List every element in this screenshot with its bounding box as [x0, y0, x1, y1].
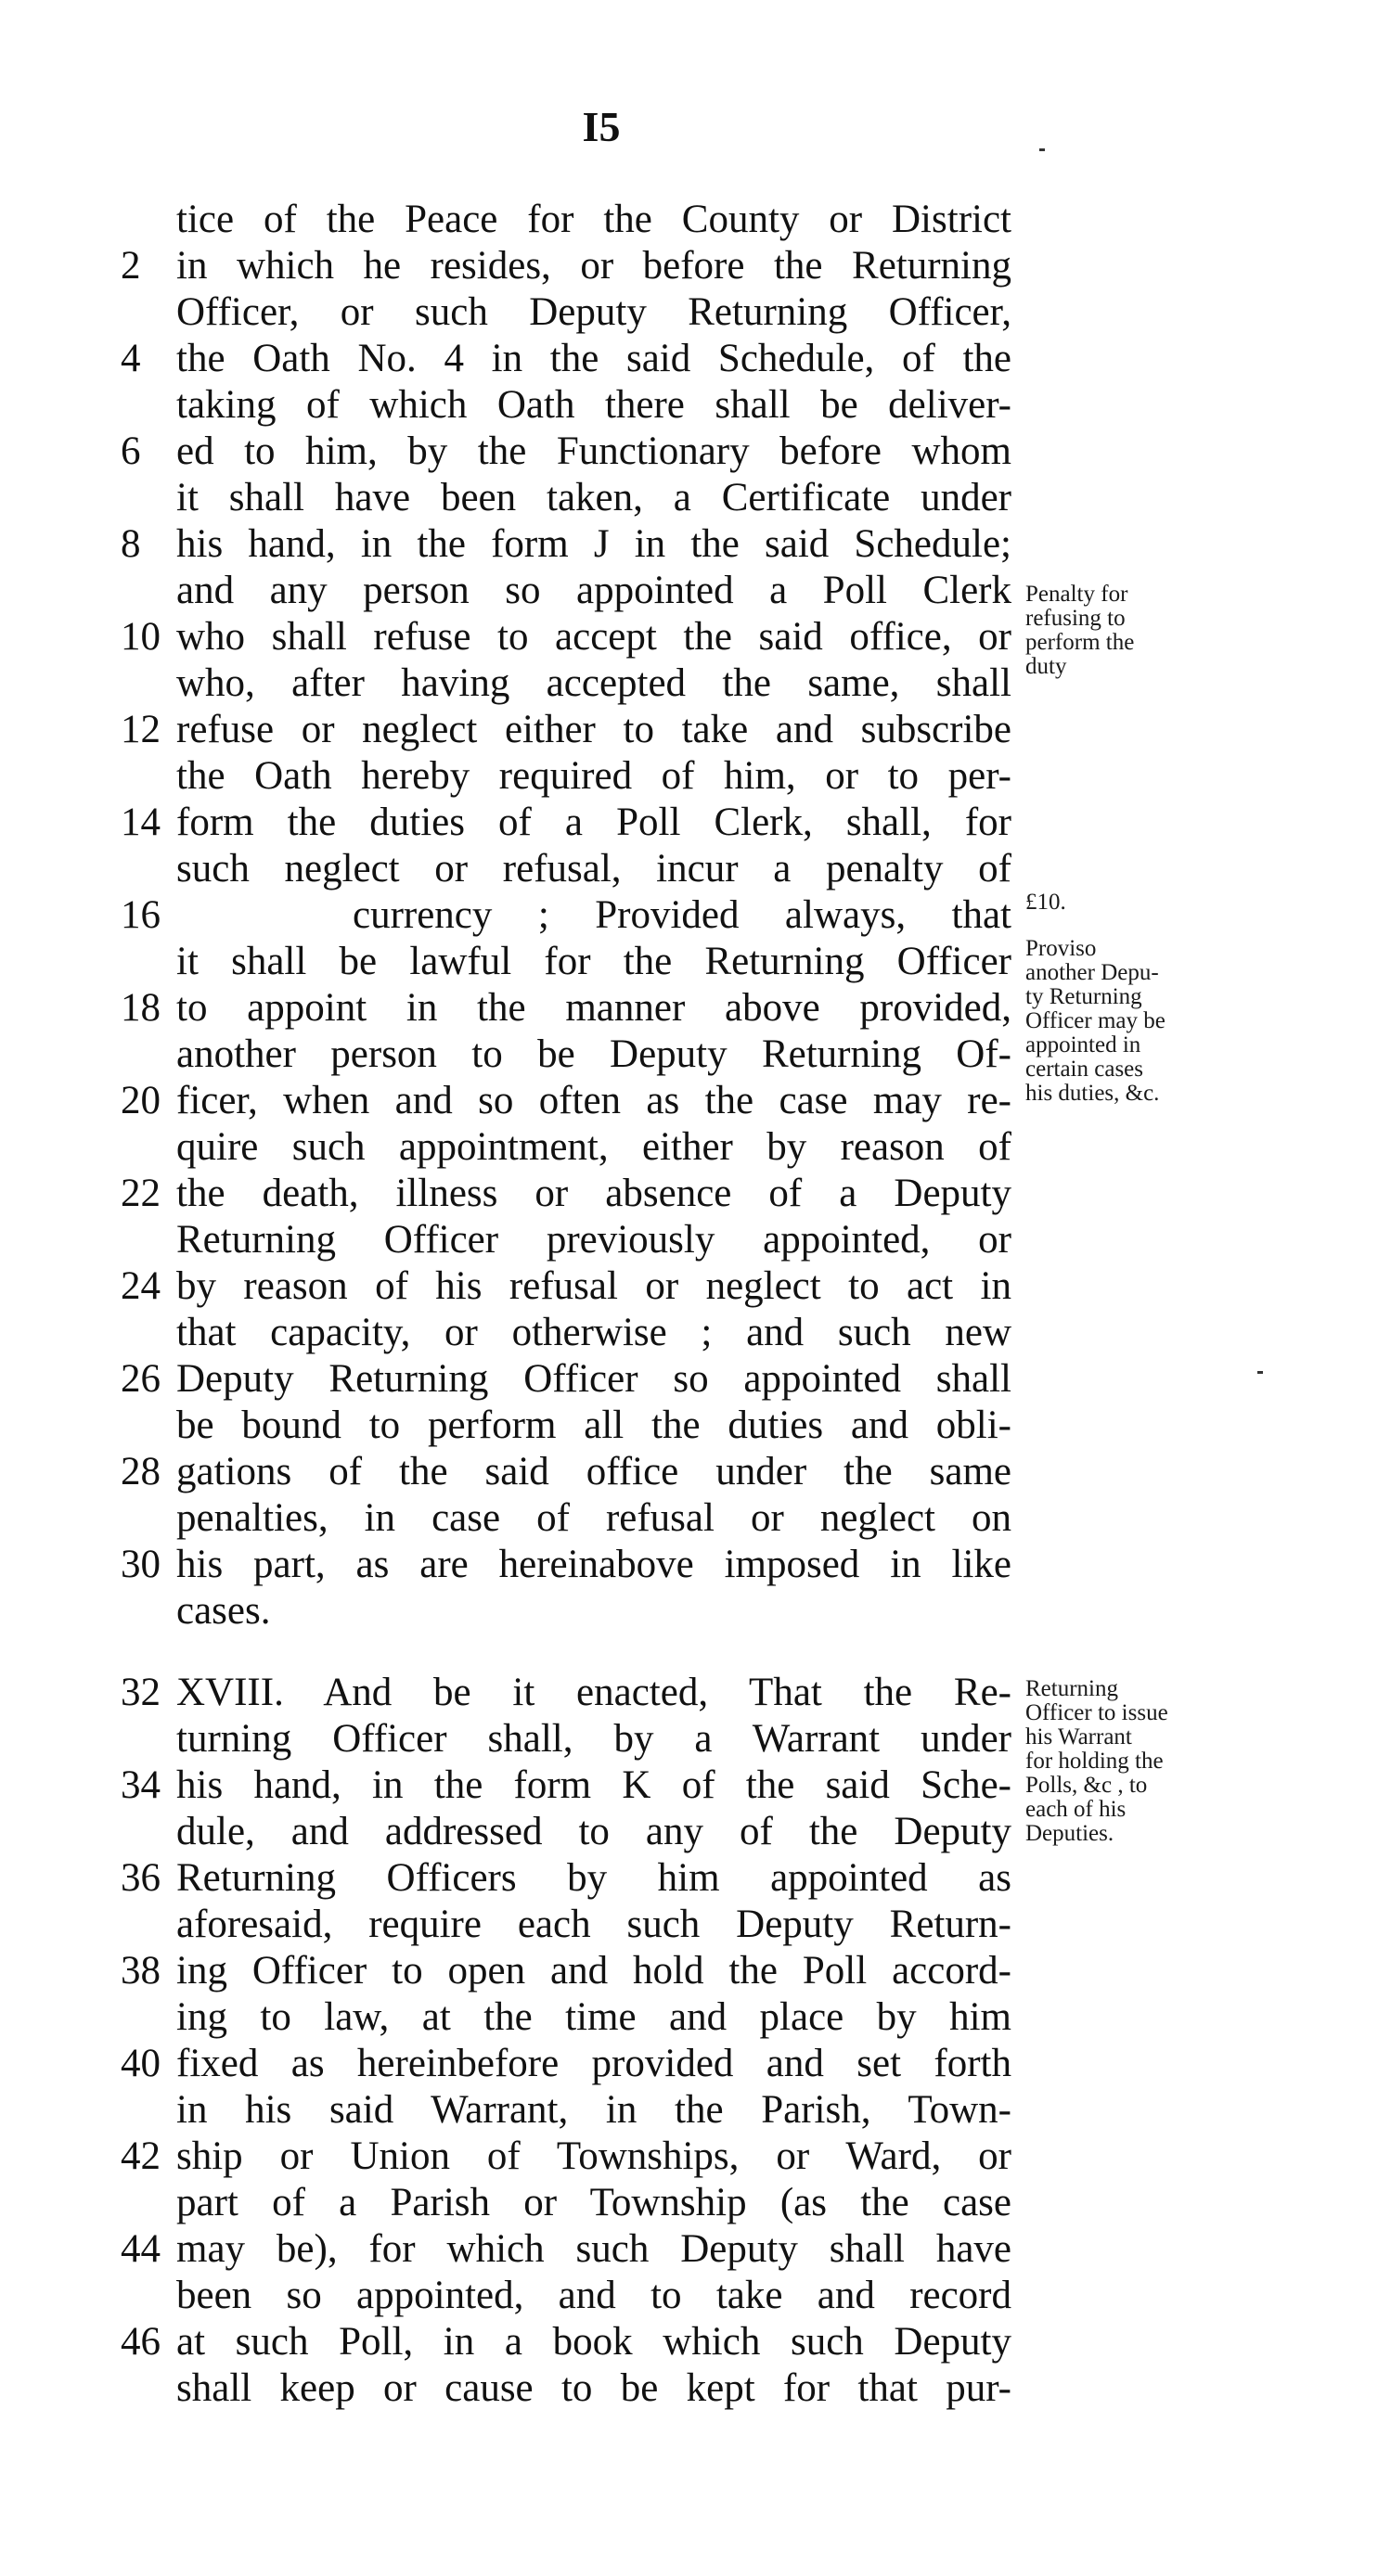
text-line	[121, 1994, 1011, 2041]
line-number: 44	[121, 2227, 161, 2271]
text-line	[121, 1542, 1011, 1588]
line-text: ing to law, at the time and place by him	[176, 1995, 1011, 2039]
line-number: 40	[121, 2042, 161, 2085]
line-text: ship or Union of Townships, or Ward, or	[176, 2134, 1011, 2178]
line-number: 4	[121, 337, 141, 380]
line-text: cases.	[176, 1589, 271, 1633]
line-text: who, after having accepted the same, shall	[176, 661, 1011, 705]
line-text: who shall refuse to accept the said office, or	[176, 615, 1011, 659]
stray-mark	[1039, 148, 1045, 151]
line-number: 20	[121, 1079, 161, 1122]
margin-note-penalty	[1025, 583, 1257, 679]
line-text: it shall be lawful for the Returning Officer	[176, 940, 1011, 983]
line-text: taking of which Oath there shall be deliver-	[176, 383, 1011, 427]
margin-note-line: Returning	[1025, 1676, 1118, 1701]
line-text: aforesaid, require each such Deputy Return-	[176, 1903, 1011, 1946]
text-line	[121, 1217, 1011, 1263]
line-number: 2	[121, 244, 141, 288]
text-line	[121, 1356, 1011, 1403]
text-line	[121, 1762, 1011, 1809]
text-line	[121, 429, 1011, 475]
text-line	[121, 1902, 1011, 1948]
line-text: tice of the Peace for the County or District	[176, 198, 1011, 241]
text-line	[121, 1948, 1011, 1994]
line-number: 6	[121, 429, 141, 473]
line-text: such neglect or refusal, incur a penalty of	[176, 847, 1011, 891]
line-text: ing Officer to open and hold the Poll accord-	[176, 1949, 1011, 1993]
text-line	[121, 2365, 1011, 2412]
line-text: penalties, in case of refusal or neglect on	[176, 1496, 1011, 1540]
text-line	[121, 2041, 1011, 2087]
text-line	[121, 336, 1011, 382]
line-number: 42	[121, 2134, 161, 2178]
line-text: shall keep or cause to be kept for that pur-	[176, 2366, 1011, 2410]
text-line	[121, 1171, 1011, 1217]
text-line	[121, 1403, 1011, 1449]
margin-note-proviso	[1025, 937, 1257, 1106]
line-number: 24	[121, 1264, 161, 1308]
text-line	[121, 660, 1011, 707]
line-text: XVIII. And be it enacted, That the Re-	[176, 1671, 1011, 1714]
text-line	[121, 1124, 1011, 1171]
text-line	[121, 243, 1011, 289]
stray-mark	[1257, 1371, 1263, 1374]
line-text: been so appointed, and to take and record	[176, 2274, 1011, 2317]
text-line	[121, 1588, 1011, 1634]
line-number: 12	[121, 708, 161, 751]
text-line	[121, 1716, 1011, 1762]
line-text: form the duties of a Poll Clerk, shall, for	[176, 801, 1011, 844]
text-line	[121, 800, 1011, 846]
text-line	[121, 1032, 1011, 1078]
line-text: that capacity, or otherwise ; and such new	[176, 1311, 1011, 1354]
margin-note-line: Penalty for	[1025, 582, 1128, 607]
margin-note-line: appointed in	[1025, 1032, 1141, 1057]
line-text: may be), for which such Deputy shall have	[176, 2227, 1011, 2271]
text-line	[121, 846, 1011, 892]
margin-note-line: ty Returning	[1025, 984, 1142, 1009]
line-number: 18	[121, 986, 161, 1030]
line-number: 34	[121, 1763, 161, 1807]
text-line	[121, 2319, 1011, 2365]
margin-note-line: Officer to issue	[1025, 1700, 1168, 1725]
line-number: 28	[121, 1450, 161, 1493]
line-text: Deputy Returning Officer so appointed shall	[176, 1357, 1011, 1401]
line-text: Returning Officer previously appointed, or	[176, 1218, 1011, 1262]
line-text: refuse or neglect either to take and subscribe	[176, 708, 1011, 751]
line-text: at such Poll, in a book which such Deputy	[176, 2320, 1011, 2364]
text-line	[121, 568, 1011, 614]
line-text: it shall have been taken, a Certificate under	[176, 476, 1011, 519]
margin-note-line: Proviso	[1025, 936, 1097, 961]
line-text: part of a Parish or Township (as the case	[176, 2181, 1011, 2224]
line-text: by reason of his refusal or neglect to act in	[176, 1264, 1011, 1308]
margin-note-warrant	[1025, 1677, 1257, 1846]
text-line	[121, 289, 1011, 336]
line-text: turning Officer shall, by a Warrant under	[176, 1717, 1011, 1761]
line-text: the Oath hereby required of him, or to per-	[176, 754, 1011, 798]
line-text: fixed as hereinbefore provided and set forth	[176, 2042, 1011, 2085]
margin-note-line: Officer may be	[1025, 1008, 1166, 1033]
margin-note-line: certain cases	[1025, 1057, 1144, 1082]
line-text: quire such appointment, either by reason of	[176, 1125, 1011, 1169]
line-number: 38	[121, 1949, 161, 1993]
margin-note-line: each of his	[1025, 1797, 1127, 1822]
text-line	[121, 1670, 1011, 1716]
line-text: in which he resides, or before the Returning	[176, 244, 1011, 288]
margin-note-line: duty	[1025, 654, 1067, 679]
line-number: 46	[121, 2320, 161, 2364]
line-number: 22	[121, 1172, 161, 1215]
text-line	[121, 985, 1011, 1032]
text-line	[121, 2273, 1011, 2319]
line-text: his hand, in the form K of the said Sche-	[176, 1763, 1011, 1807]
margin-note-line: another Depu-	[1025, 960, 1159, 985]
line-text: his hand, in the form J in the said Schedule;	[176, 522, 1011, 566]
line-number: 36	[121, 1856, 161, 1900]
text-line	[121, 939, 1011, 985]
text-line	[121, 1855, 1011, 1902]
line-text: ficer, when and so often as the case may re-	[176, 1079, 1011, 1122]
line-text: gations of the said office under the same	[176, 1450, 1011, 1493]
margin-note-amount	[1025, 891, 1257, 915]
line-number: 32	[121, 1671, 161, 1714]
line-text: in his said Warrant, in the Parish, Town-	[176, 2088, 1011, 2132]
line-number: 10	[121, 615, 161, 659]
line-number: 16	[121, 893, 161, 937]
text-line	[121, 1449, 1011, 1495]
text-line	[121, 475, 1011, 521]
text-line	[121, 521, 1011, 568]
text-line	[121, 707, 1011, 753]
line-text: ed to him, by the Functionary before whom	[176, 429, 1011, 473]
line-text: dule, and addressed to any of the Deputy	[176, 1810, 1011, 1853]
line-text: the death, illness or absence of a Deputy	[176, 1172, 1011, 1215]
text-line	[121, 753, 1011, 800]
line-text: the Oath No. 4 in the said Schedule, of the	[176, 337, 1011, 380]
margin-note-line: his duties, &c.	[1025, 1081, 1160, 1106]
text-line	[121, 382, 1011, 429]
margin-note-line: for holding the	[1025, 1749, 1164, 1774]
margin-note-line: refusing to	[1025, 606, 1126, 631]
line-text: and any person so appointed a Poll Clerk	[176, 569, 1011, 612]
line-number: 30	[121, 1543, 161, 1586]
line-text: be bound to perform all the duties and obli-	[176, 1403, 1011, 1447]
text-line	[121, 2226, 1011, 2273]
line-text: another person to be Deputy Returning Of-	[176, 1032, 1011, 1076]
margin-note-line: his Warrant	[1025, 1724, 1132, 1749]
text-line	[121, 1809, 1011, 1855]
text-line	[121, 892, 1011, 939]
line-number: 8	[121, 522, 141, 566]
line-text: to appoint in the manner above provided,	[176, 986, 1011, 1030]
text-line	[121, 1495, 1011, 1542]
line-text: his part, as are hereinabove imposed in like	[176, 1543, 1011, 1586]
page-number: I5	[582, 103, 621, 150]
line-text: currency ; Provided always, that	[353, 893, 1011, 937]
margin-note-line: £10.	[1025, 890, 1066, 915]
text-line	[121, 614, 1011, 660]
text-line	[121, 2180, 1011, 2226]
line-text: Officer, or such Deputy Returning Officer,	[176, 290, 1011, 334]
text-line	[121, 1263, 1011, 1310]
text-line	[121, 1310, 1011, 1356]
margin-note-line: Deputies.	[1025, 1821, 1114, 1846]
text-line	[121, 197, 1011, 243]
margin-note-line: perform the	[1025, 630, 1135, 655]
text-line	[121, 1078, 1011, 1124]
line-number: 14	[121, 801, 161, 844]
text-line	[121, 2087, 1011, 2134]
line-number: 26	[121, 1357, 161, 1401]
text-line	[121, 2134, 1011, 2180]
line-text: Returning Officers by him appointed as	[176, 1856, 1011, 1900]
margin-note-line: Polls, &c , to	[1025, 1773, 1148, 1798]
